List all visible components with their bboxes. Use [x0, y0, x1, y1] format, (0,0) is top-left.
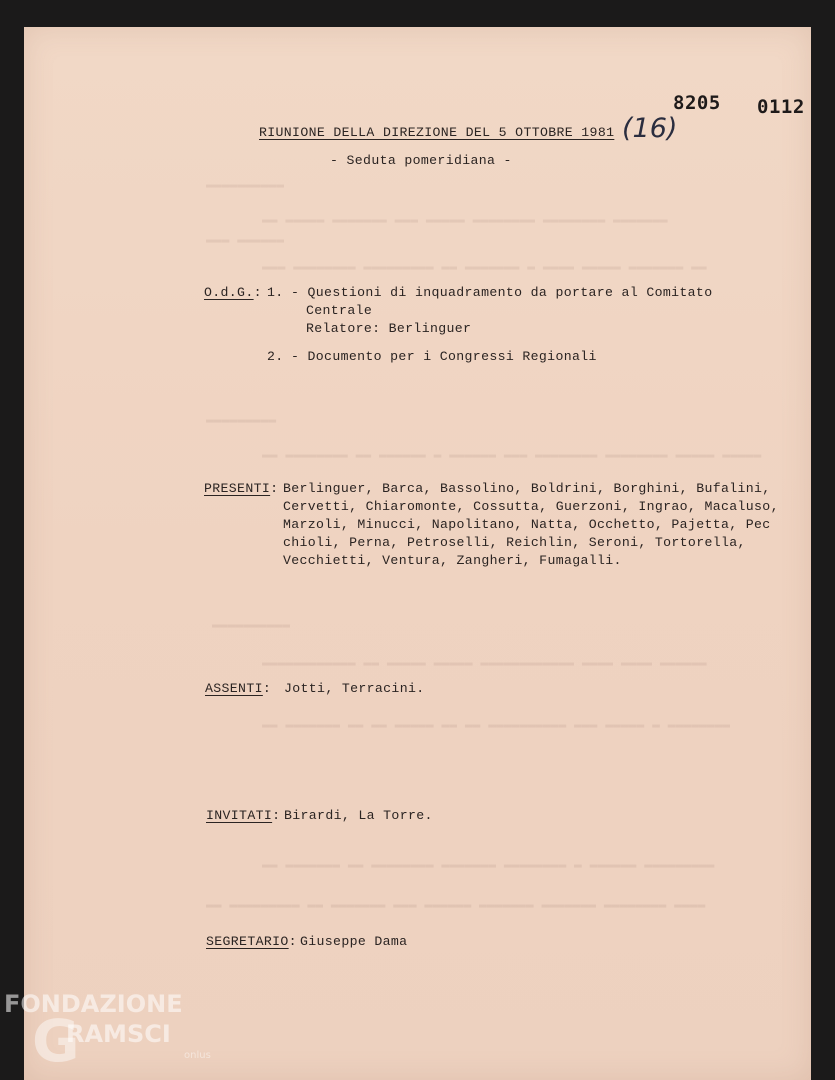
presenti-line: Marzoli, Minucci, Napolitano, Natta, Occhetto, Pajetta, Pec [283, 517, 771, 532]
assenti-value: Jotti, Terracini. [284, 681, 425, 696]
presenti-line: Vecchietti, Ventura, Zangheri, Fumagalli. [283, 553, 622, 568]
show-through-text: ▬▬▬ ▬▬▬▬▬▬ [206, 232, 285, 247]
presenti-heading: PRESENTI: [204, 481, 279, 496]
segretario-heading: SEGRETARIO: [206, 934, 297, 949]
assenti-heading: ASSENTI: [205, 681, 272, 696]
segretario-value: Giuseppe Dama [300, 934, 408, 949]
show-through-text: ▬▬▬▬▬▬▬▬▬▬ [206, 177, 285, 192]
show-through-text: ▬▬ ▬▬▬▬▬▬▬▬ ▬▬ ▬▬▬▬▬▬ ▬ ▬▬▬▬▬▬ ▬▬▬ ▬▬▬▬▬▬▬▬ ▬▬▬▬▬▬▬▬ ▬▬▬▬▬ ▬▬▬▬▬ [262, 447, 762, 462]
show-through-text: ▬▬▬▬▬▬▬▬▬▬▬▬ ▬▬ ▬▬▬▬▬ ▬▬▬▬▬ ▬▬▬▬▬▬▬▬▬▬▬▬ ▬▬▬▬ ▬▬▬▬ ▬▬▬▬▬▬ [262, 655, 707, 670]
odg-item-1-line-2: Centrale [306, 303, 373, 318]
invitati-value: Birardi, La Torre. [284, 808, 433, 823]
odg-heading: O.d.G.: [204, 285, 262, 300]
odg-item-2-number: 2. [267, 349, 284, 364]
show-through-text: ▬▬ ▬▬▬▬▬▬▬ ▬▬ ▬▬▬▬▬▬▬▬ ▬▬▬▬▬▬▬ ▬▬▬▬▬▬▬▬ ▬ ▬▬▬▬▬▬ ▬▬▬▬▬▬▬▬▬ [262, 857, 715, 872]
odg-item-1-number: 1. [267, 285, 284, 300]
archive-stamp-right: 0112 [757, 96, 805, 118]
invitati-label: INVITATI [206, 808, 273, 823]
presenti-label: PRESENTI [204, 481, 271, 496]
odg-item-1-line-1: - Questioni di inquadramento da portare al Comitato [291, 285, 713, 300]
show-through-text: ▬▬▬▬▬▬▬▬▬▬ [212, 617, 291, 632]
show-through-text: ▬▬ ▬▬▬▬▬▬▬▬▬ ▬▬ ▬▬▬▬▬▬▬ ▬▬▬ ▬▬▬▬▬▬ ▬▬▬▬▬▬▬ ▬▬▬▬▬▬▬ ▬▬▬▬▬▬▬▬ ▬▬▬▬ [206, 897, 706, 912]
show-through-text: ▬▬▬ ▬▬▬▬▬▬▬▬ ▬▬▬▬▬▬▬▬▬ ▬▬ ▬▬▬▬▬▬▬ ▬ ▬▬▬▬ ▬▬▬▬▬ ▬▬▬▬▬▬▬ ▬▬ [262, 259, 707, 274]
presenti-line: Berlinguer, Barca, Bassolino, Boldrini, Borghini, Bufalini, [283, 481, 771, 496]
presenti-line: chioli, Perna, Petroselli, Reichlin, Seroni, Tortorella, [283, 535, 746, 550]
odg-label: O.d.G. [204, 285, 254, 300]
watermark-line-1: FONDAZIONE [4, 990, 183, 1018]
invitati-heading: INVITATI: [206, 808, 281, 823]
watermark-line-2: RAMSCI [66, 1020, 171, 1048]
segretario-label: SEGRETARIO [206, 934, 289, 949]
show-through-text: ▬▬ ▬▬▬▬▬ ▬▬▬▬▬▬▬ ▬▬▬ ▬▬▬▬▬ ▬▬▬▬▬▬▬▬ ▬▬▬▬▬▬▬▬ ▬▬▬▬▬▬▬ [262, 212, 668, 227]
odg-item-2-line-1: - Documento per i Congressi Regionali [291, 349, 597, 364]
watermark-suffix: onlus [184, 1050, 211, 1061]
show-through-text: ▬▬▬▬▬▬▬▬▬ [206, 412, 277, 427]
odg-item-1-line-3: Relatore: Berlinguer [306, 321, 472, 336]
document-subtitle: - Seduta pomeridiana - [330, 153, 512, 168]
watermark-initial: G [32, 1007, 80, 1075]
document-title: RIUNIONE DELLA DIREZIONE DEL 5 OTTOBRE 1981 [259, 125, 615, 140]
assenti-label: ASSENTI [205, 681, 263, 696]
fondazione-gramsci-watermark [4, 990, 219, 1075]
presenti-line: Cervetti, Chiaromonte, Cossutta, Guerzoni, Ingrao, Macaluso, [283, 499, 779, 514]
archive-stamp-left: 8205 [673, 92, 721, 114]
handwritten-page-number: (16) [622, 113, 678, 144]
show-through-text: ▬▬ ▬▬▬▬▬▬▬ ▬▬ ▬▬ ▬▬▬▬▬ ▬▬ ▬▬ ▬▬▬▬▬▬▬▬▬▬ ▬▬▬ ▬▬▬▬▬ ▬ ▬▬▬▬▬▬▬▬ [262, 717, 731, 732]
